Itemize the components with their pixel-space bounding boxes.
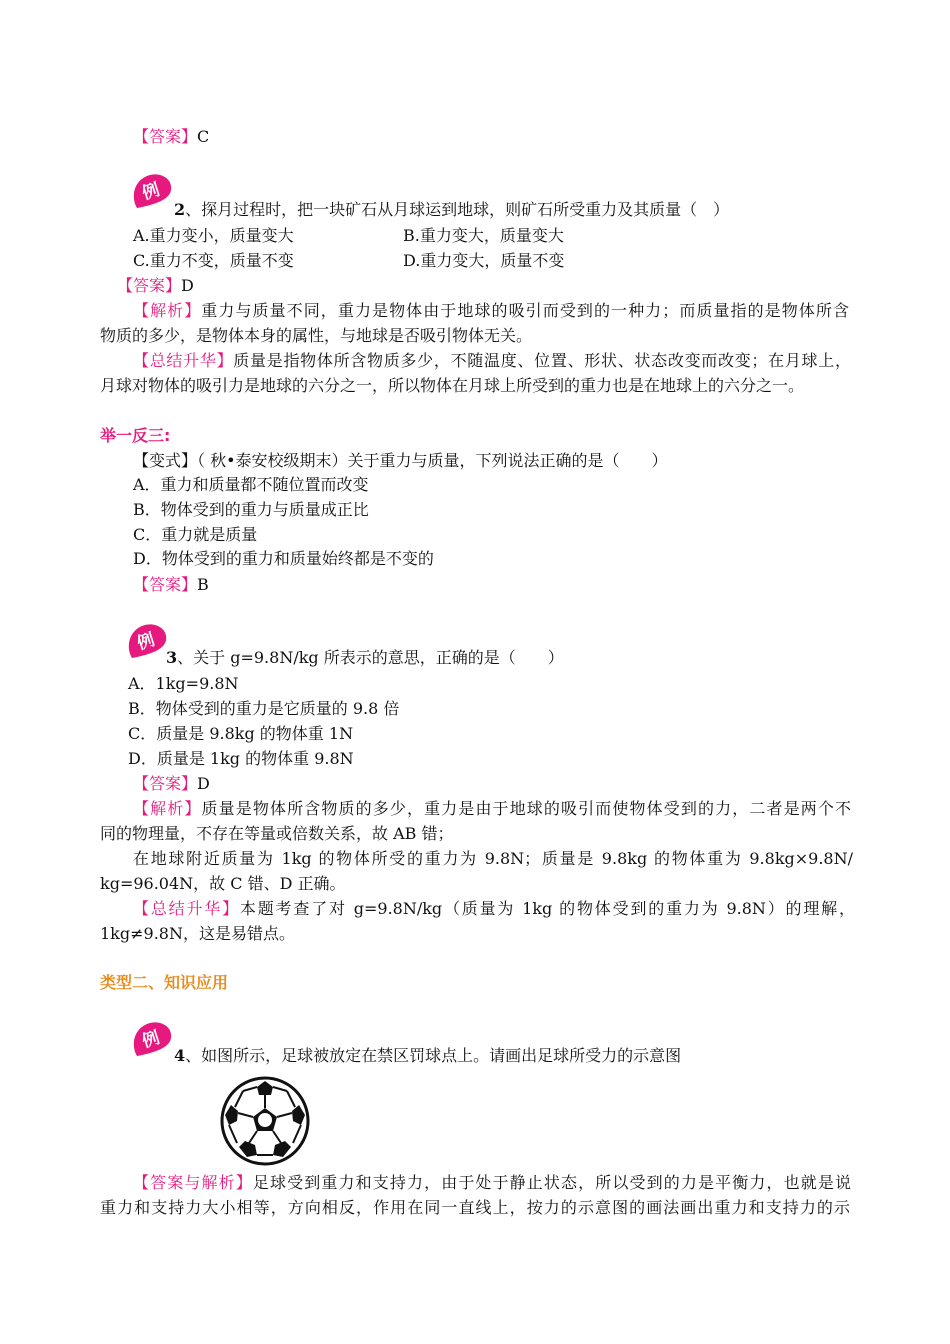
answer-tag: 【答案】	[117, 276, 182, 295]
q2-summary-line-2: 月球对物体的吸引力是地球的六分之一，所以物体在月球上所受到的重力也是在地球上的六分之一。	[100, 376, 805, 395]
q2-option-b: B.重力变大，质量变大	[403, 226, 564, 245]
q3-stem	[166, 647, 564, 669]
q2-summary-line-1	[133, 350, 851, 372]
q3-number: 3	[166, 648, 178, 667]
variant-option-b: B．物体受到的重力与质量成正比	[133, 500, 369, 519]
badge-char: 例	[139, 179, 163, 205]
analysis-text: 在地球附近质量为 1kg 的物体所受的重力为 9.8N；质量是 9.8kg 的物体重为 9.8kg×9.8N/	[133, 849, 853, 868]
badge-char: 例	[139, 1027, 163, 1053]
answer-value: D	[197, 774, 210, 793]
q4-answer-line-1	[133, 1172, 851, 1194]
q3-analysis-line-1	[133, 798, 851, 820]
q3-option-b: B．物体受到的重力是它质量的 9.8 倍	[128, 699, 400, 718]
q2-analysis-line-2: 物质的多少，是物体本身的属性，与地球是否吸引物体无关。	[100, 326, 533, 345]
q4-answer-line-2	[100, 1197, 850, 1219]
summary-tag: 【总结升华】	[133, 351, 234, 370]
q3-analysis-line-2: 同的物理量，不存在等量或倍数关系，故 AB 错；	[100, 824, 454, 843]
answer-value: B	[197, 575, 209, 594]
variant-stem	[133, 450, 668, 472]
summary-text: 质量是指物体所含物质多少，不随温度、位置、形状、状态改变而改变；在月球上，	[233, 351, 851, 370]
example-badge-icon	[129, 1020, 175, 1060]
q3-option-d: D．质量是 1kg 的物体重 9.8N	[128, 749, 354, 768]
q2-stem-text: 、探月过程时，把一块矿石从月球运到地球，则矿石所受重力及其质量（ ）	[185, 200, 730, 219]
q2-number: 2	[174, 200, 186, 219]
example-badge-icon	[129, 172, 175, 212]
q2-option-d: D.重力变大，质量不变	[403, 251, 565, 270]
q3-summary-line-2: 1kg≠9.8N，这是易错点。	[100, 924, 295, 943]
badge-char: 例	[134, 629, 158, 655]
q3-analysis-line-3	[133, 848, 853, 870]
q3-analysis-line-4: kg=96.04N，故 C 错、D 正确。	[100, 874, 346, 893]
summary-text: 本题考查了对 g=9.8N/kg（质量为 1kg 的物体受到的重力为 9.8N）的理解，	[239, 899, 855, 918]
answer-tag: 【答案】	[133, 127, 198, 146]
analysis-text: 质量是物体所含物质的多少，重力是由于地球的吸引而使物体受到的力，二者是两个不	[201, 799, 851, 818]
analysis-text: 重力与质量不同，重力是物体由于地球的吸引而受到的一种力；而质量指的是物体所含	[201, 301, 849, 320]
answer-text: 足球受到重力和支持力，由于处于静止状态，所以受到的力是平衡力，也就是说	[252, 1173, 851, 1192]
q2-stem	[174, 199, 729, 221]
variant-option-d: D．物体受到的重力和质量始终都是不变的	[133, 549, 434, 568]
q3-answer	[133, 773, 210, 795]
q2-option-c: C.重力不变，质量不变	[133, 251, 294, 270]
analysis-tag: 【解析】	[133, 799, 202, 818]
answer-tag: 【答案】	[133, 774, 198, 793]
q3-summary-line-1	[133, 898, 855, 920]
answer-tag: 【答案】	[133, 575, 198, 594]
q1-answer	[133, 126, 209, 148]
q3-stem-text: 、关于 g=9.8N/kg 所表示的意思，正确的是（ ）	[177, 648, 564, 667]
summary-tag: 【总结升华】	[133, 899, 240, 918]
answer-analysis-tag: 【答案与解析】	[133, 1173, 253, 1192]
variant-tag: 【变式】	[133, 451, 198, 470]
analysis-tag: 【解析】	[133, 301, 202, 320]
q4-number: 4	[174, 1046, 186, 1065]
answer-value: C	[197, 127, 210, 146]
q3-option-a: A．1kg=9.8N	[128, 674, 239, 693]
variant-stem-text: （ 秋•泰安校级期末）关于重力与质量，下列说法正确的是（ ）	[197, 451, 668, 470]
variant-answer	[133, 574, 209, 596]
variant-heading: 举一反三:	[100, 426, 171, 445]
q3-option-c: C．质量是 9.8kg 的物体重 1N	[128, 724, 354, 743]
q2-answer	[117, 275, 194, 297]
example-badge-icon	[124, 622, 170, 662]
variant-option-a: A．重力和质量都不随位置而改变	[133, 475, 369, 494]
answer-text: 重力和支持力大小相等，方向相反，作用在同一直线上，按力的示意图的画法画出重力和支持力的示	[100, 1198, 850, 1217]
q4-stem	[174, 1045, 681, 1067]
variant-option-c: C．重力就是质量	[133, 525, 258, 544]
section-heading: 类型二、知识应用	[100, 973, 229, 992]
q2-option-a: A.重力变小，质量变大	[133, 226, 294, 245]
soccer-ball-icon	[219, 1075, 311, 1167]
q2-analysis-line-1	[133, 300, 849, 322]
answer-value: D	[181, 276, 194, 295]
q4-stem-text: 、如图所示，足球被放定在禁区罚球点上。请画出足球所受力的示意图	[185, 1046, 682, 1065]
